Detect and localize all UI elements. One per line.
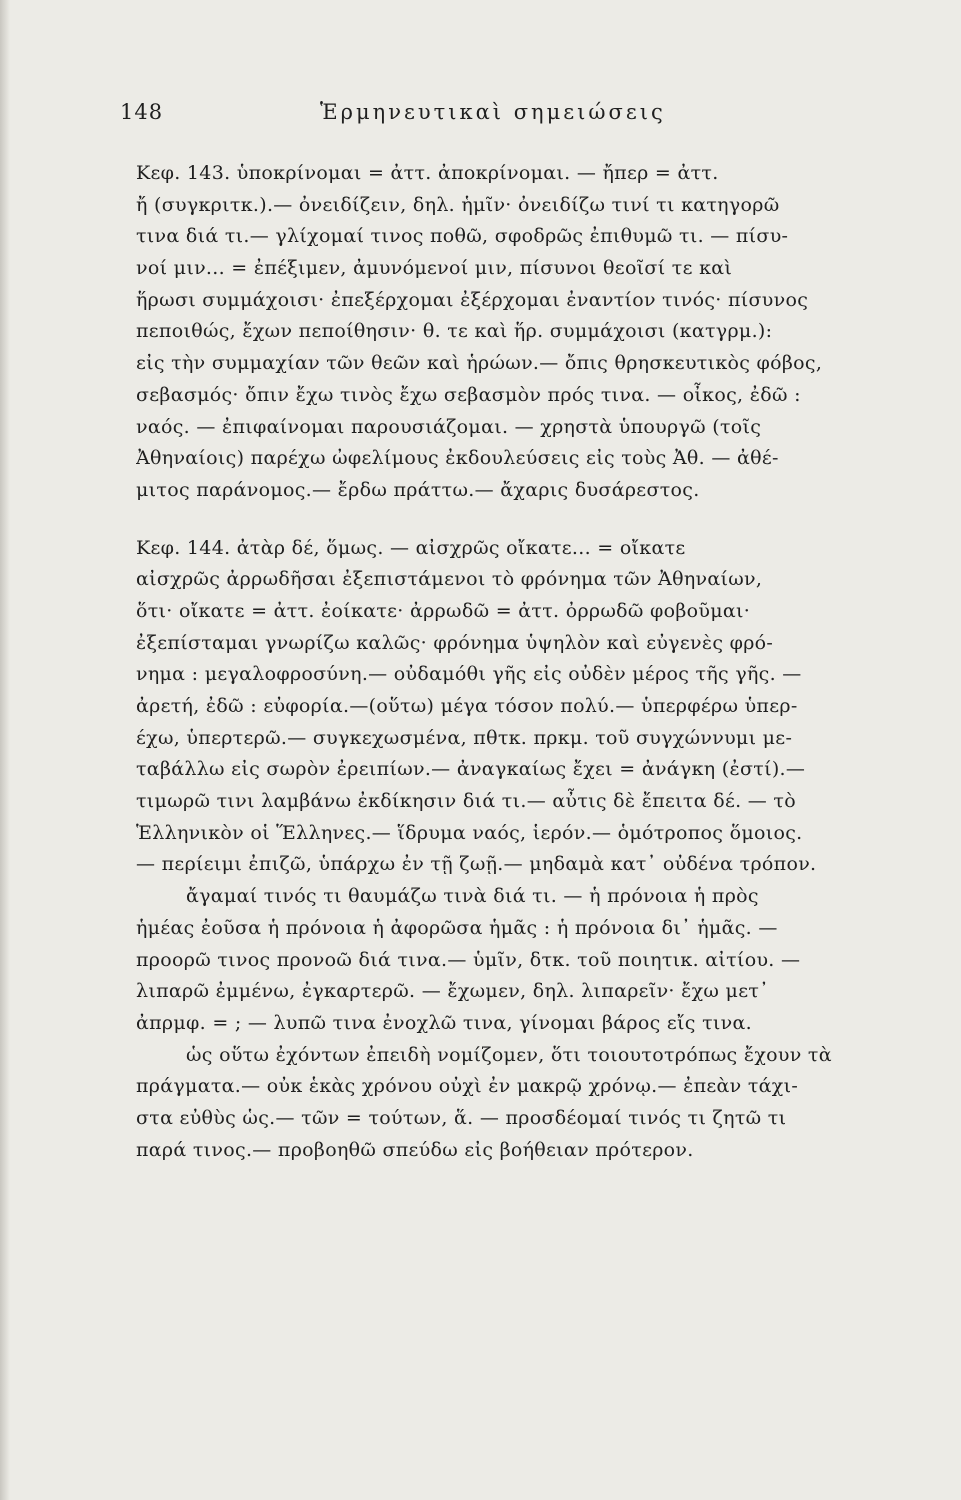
text-line: Ἑλληνικὸν οἱ Ἕλληνες.— ἵδρυμα ναός, ἱερόν.— ὁμότροπος ὅμοιος. (136, 821, 803, 844)
text-line: ἄγαμαί τινός τι θαυμάζω τινὰ διά τι. — ἡ πρόνοια ἡ πρὸς (186, 885, 759, 908)
chapter-143-notes (136, 158, 896, 507)
text-line: ἀρετή, ἐδῶ : εὐφορία.—(οὕτω) μέγα τόσον πολύ.— ὑπερφέρω ὑπερ- (136, 695, 798, 717)
text-line: τιμωρῶ τινι λαμβάνω ἐκδίκησιν διά τι.— αὖτις δὲ ἔπειτα δέ. — τὸ (136, 790, 796, 813)
text-line: ναός. — ἐπιφαίνομαι παρουσιάζομαι. — χρηστὰ ὑπουργῶ (τοῖς (136, 415, 762, 438)
text-line: λιπαρῶ ἐμμένω, ἐγκαρτερῶ. — ἔχωμεν, δηλ. λιπαρεῖν· ἔχω μετ᾽ (136, 980, 769, 1003)
text-line: προορῶ τινος προνοῶ διά τινα.— ὑμῖν, δτκ. τοῦ ποιητικ. αἰτίου. — (136, 948, 801, 971)
text-line: τινα διά τι.— γλίχομαί τινος ποθῶ, σφοδρῶς ἐπιθυμῶ τι. — πίσυ- (136, 225, 789, 248)
text-line: ἡμέας ἐοῦσα ἡ πρόνοια ἡ ἀφορῶσα ἡμᾶς : ἡ πρόνοια δι᾽ ἡμᾶς. — (136, 916, 778, 939)
text-line: Ἀθηναίοις) παρέχω ὠφελίμους ἐκδουλεύσεις εἰς τοὺς Ἀθ. — ἀθέ- (136, 447, 779, 470)
text-line: πεποιθώς, ἔχων πεποίθησιν· θ. τε καὶ ἥρ. συμμάχοισι (κατγρμ.): (136, 320, 773, 343)
text-line: έχω, ὑπερτερῶ.— συγκεχωσμένα, πθτκ. πρκμ. τοῦ συγχώννυμι με- (136, 726, 793, 749)
text-line: ταβάλλω εἰς σωρὸν ἐρειπίων.— ἀναγκαίως ἔχει = ἀνάγκη (ἐστί).— (136, 758, 806, 781)
text-line: ἥρωσι συμμάχοισι· ἐπεξέρχομαι ἐξέρχομαι ἐναντίον τινός· πίσυνος (136, 288, 809, 311)
text-line: νοί μιν... = ἐπέξιμεν, ἀμυνόμενοί μιν, πίσυνοι θεοῖσί τε καὶ (136, 257, 733, 280)
text-line: ἐξεπίσταμαι γνωρίζω καλῶς· φρόνημα ὑψηλὸν καὶ εὐγενὲς φρό- (136, 631, 774, 654)
paragraph-agamai (136, 881, 896, 1039)
chapter-144-notes (136, 533, 896, 882)
text-line: ὡς οὕτω ἐχόντων ἐπειδὴ νομίζομεν, ὅτι τοιουτοτρόπως ἔχουν τὰ (186, 1043, 832, 1066)
text-line: πράγματα.— οὐκ ἑκὰς χρόνου οὐχὶ ἐν μακρῷ χρόνῳ.— ἐπεὰν τάχι- (136, 1075, 799, 1098)
text-line: εἰς τὴν συμμαχίαν τῶν θεῶν καὶ ἡρώων.— ὄπις θρησκευτικὸς φόβος, (136, 352, 823, 375)
text-line: αἰσχρῶς ἀρρωδῆσαι ἐξεπιστάμενοι τὸ φρόνημα τῶν Ἀθηναίων, (136, 568, 763, 591)
page-edge-shadow (0, 0, 10, 1500)
text-line: παρά τινος.— προβοηθῶ σπεύδω εἰς βοήθειαν πρότερον. (136, 1138, 694, 1161)
page-header (120, 100, 880, 140)
text-line: ἀπρμφ. = ; — λυπῶ τινα ἐνοχλῶ τινα, γίνομαι βάρος εἴς τινα. (136, 1011, 752, 1034)
text-line: Κεφ. 144. ἀτὰρ δέ, ὅμως. — αἰσχρῶς οἴκατε... = οἴκατε (136, 536, 686, 559)
commentary-text (136, 158, 896, 1166)
text-line: ὅτι· οἴκατε = ἀττ. ἐοίκατε· ἀρρωδῶ = ἀττ. ὀρρωδῶ φοβοῦμαι· (136, 599, 751, 622)
text-line: στα εὐθὺς ὡς.— τῶν = τούτων, ἅ. — προσδέομαί τινός τι ζητῶ τι (136, 1106, 787, 1129)
paragraph-hos-outo (136, 1040, 896, 1167)
text-line: — περίειμι ἐπιζῶ, ὑπάρχω ἐν τῇ ζωῇ.— μηδαμὰ κατ᾽ οὐδένα τρόπον. (136, 853, 817, 876)
text-line: Κεφ. 143. ὑποκρίνομαι = ἀττ. ἀποκρίνομαι. — ἤπερ = ἀττ. (136, 162, 719, 184)
text-line: ἤ (συγκριτκ.).— ὀνειδίζειν, δηλ. ἡμῖν· ὀνειδίζω τινί τι κατηγορῶ (136, 193, 780, 216)
text-line: σεβασμός· ὄπιν ἔχω τινὸς ἔχω σεβασμὸν πρός τινα. — οἶκος, ἐδῶ : (136, 383, 801, 406)
text-line: νημα : μεγαλοφροσύνη.— οὐδαμόθι γῆς εἰς οὐδὲν μέρος τῆς γῆς. — (136, 663, 802, 686)
running-head: Ἑρμηνευτικαὶ σημειώσεις (320, 100, 666, 124)
page-number: 148 (120, 100, 164, 124)
text-line: μιτος παράνομος.— ἔρδω πράττω.— ἄχαρις δυσάρεστος. (136, 478, 700, 501)
